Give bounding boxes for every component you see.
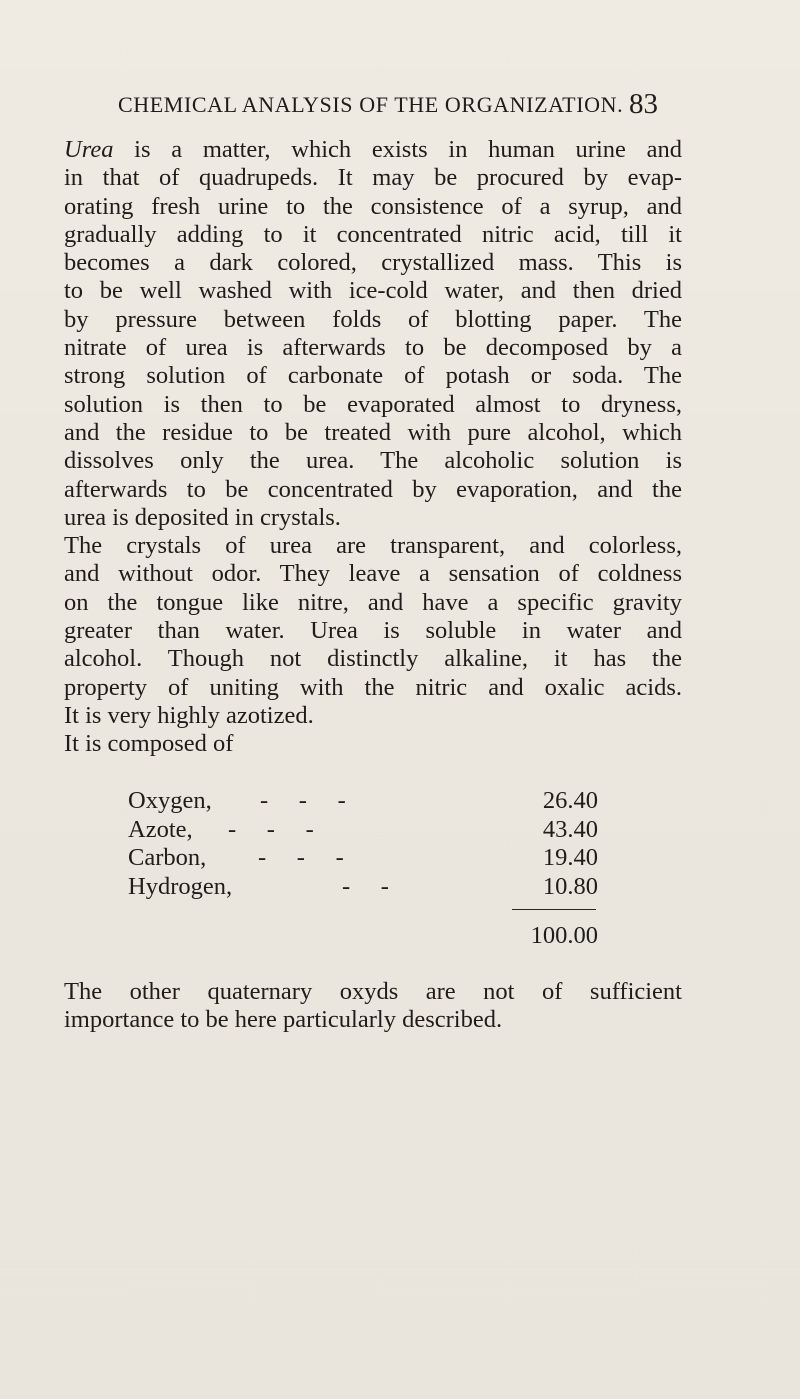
element-name: Hydrogen, [128,872,233,900]
leader-dashes: - - - [258,844,344,871]
leader-dashes: - - [342,872,389,900]
text-line: and the residue to be treated with pure alcohol, which [64,418,682,446]
element-value: 10.80 [542,872,598,900]
text-line: It is very highly azotized. [64,701,314,729]
text-line: nitrate of urea is afterwards to be decomposed by a [64,334,682,362]
composition-table [128,787,598,901]
text-line: gradually adding to it concentrated nitric acid, till it [64,220,682,248]
text-line: orating fresh urine to the consistence of a syrup, and [64,192,682,220]
lead-word: Urea [64,136,114,163]
text-line: becomes a dark colored, crystallized mass. This is [64,249,682,277]
closing-paragraph-block [42,978,682,1035]
paragraph-urea-preparation [42,136,682,532]
paragraph-closing [42,978,682,1035]
text-line: greater than water. Urea is soluble in water and [64,617,682,645]
body-text [42,136,682,759]
text-line: The other quaternary oxyds are not of sufficient [64,978,682,1005]
running-head [118,88,658,124]
text-line: by pressure between folds of blotting paper. The [64,305,682,333]
composition-total: 100.00 [530,922,598,949]
text-line: The crystals of urea are transparent, and colorless, [64,532,682,560]
text-line: importance to be here particularly described. [64,1006,503,1034]
page-number: 83 [629,88,658,120]
element-name: Oxygen, [128,787,212,814]
text-line: and without odor. They leave a sensation of coldness [64,560,682,588]
running-title: CHEMICAL ANALYSIS OF THE ORGANIZATION. [118,92,624,117]
element-value: 19.40 [542,844,598,871]
text-line: strong solution of carbonate of potash or soda. The [64,362,682,390]
composition-row-hydrogen [128,873,598,902]
text-line: dissolves only the urea. The alcoholic solution is [64,447,682,475]
text-line: It is composed of [64,730,234,758]
leader-dashes: - - - [228,815,314,843]
text-line: to be well washed with ice-cold water, and then dried [64,277,682,305]
element-name: Carbon, [128,844,207,871]
element-value: 43.40 [542,815,598,843]
element-name: Azote, [128,815,193,843]
sum-rule [512,909,596,910]
composition-row-azote [128,816,598,845]
text-line: in that of quadrupeds. It may be procured by evap- [64,164,682,192]
text-line: afterwards to be concentrated by evaporation, and the [64,475,682,503]
text-line: urea is deposited in crystals. [64,503,341,531]
text-line: alcohol. Though not distinctly alkaline, it has the [64,645,682,673]
composition-row-oxygen [128,787,598,816]
leader-dashes: - - - [260,787,346,814]
composition-row-carbon [128,844,598,873]
element-value: 26.40 [542,787,598,814]
text-line: is a matter, which exists in human urine and [113,136,682,163]
paragraph-urea-properties [42,532,682,730]
text-line: solution is then to be evaporated almost to dryness, [64,390,682,418]
paragraph-composed-of [42,730,682,758]
text-line: property of uniting with the nitric and oxalic acids. [64,673,682,701]
text-line: on the tongue like nitre, and have a specific gravity [64,588,682,616]
